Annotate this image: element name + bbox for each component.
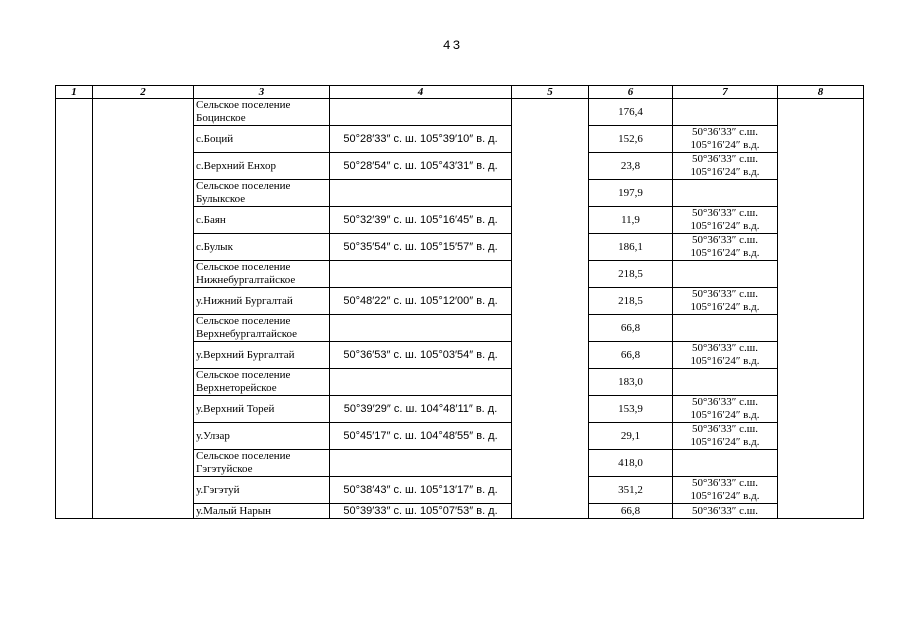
coordinates: 50°28′54″ с. ш. 105°43′31″ в. д. [330,153,512,180]
header-row [56,86,864,99]
reference-coordinates [673,261,778,288]
value-cell: 218,5 [589,288,673,315]
settlement-name: с.Булык [194,234,330,261]
settlement-name: Сельское поселение Булыкское [194,180,330,207]
coordinates: 50°36′53″ с. ш. 105°03′54″ в. д. [330,342,512,369]
reference-coordinates: 50°36′33″ с.ш. [673,504,778,519]
value-cell: 197,9 [589,180,673,207]
coordinates [330,369,512,396]
settlement-name: у.Малый Нарын [194,504,330,519]
settlement-name: с.Верхний Енхор [194,153,330,180]
reference-coordinates [673,99,778,126]
coordinates [330,99,512,126]
reference-coordinates: 50°36′33″ с.ш. 105°16′24″ в.д. [673,153,778,180]
column-8-cell [778,99,864,519]
coordinates: 50°38′43″ с. ш. 105°13′17″ в. д. [330,477,512,504]
reference-coordinates: 50°36′33″ с.ш. 105°16′24″ в.д. [673,288,778,315]
value-cell: 183,0 [589,369,673,396]
value-cell: 66,8 [589,342,673,369]
column-5-cell [512,99,589,519]
reference-coordinates: 50°36′33″ с.ш. 105°16′24″ в.д. [673,477,778,504]
coordinates [330,315,512,342]
value-cell: 176,4 [589,99,673,126]
coordinates: 50°39′29″ с. ш. 104°48′11″ в. д. [330,396,512,423]
settlement-name: Сельское поселение Верхнебургалтайское [194,315,330,342]
reference-coordinates [673,315,778,342]
column-header-4: 4 [330,86,512,99]
coordinates: 50°32′39″ с. ш. 105°16′45″ в. д. [330,207,512,234]
column-header-5: 5 [512,86,589,99]
reference-coordinates [673,450,778,477]
coordinates: 50°39′33″ с. ш. 105°07′53″ в. д. [330,504,512,519]
settlement-name: Сельское поселение Боцинское [194,99,330,126]
value-cell: 418,0 [589,450,673,477]
coordinates [330,450,512,477]
column-header-6: 6 [589,86,673,99]
value-cell: 23,8 [589,153,673,180]
value-cell: 153,9 [589,396,673,423]
reference-coordinates [673,180,778,207]
table-row [56,99,864,126]
settlement-name: у.Гэгэтуй [194,477,330,504]
settlement-name: у.Верхний Торей [194,396,330,423]
coordinates: 50°35′54″ с. ш. 105°15′57″ в. д. [330,234,512,261]
reference-coordinates: 50°36′33″ с.ш. 105°16′24″ в.д. [673,423,778,450]
coordinates [330,261,512,288]
page-number: 43 [442,38,463,53]
value-cell: 218,5 [589,261,673,288]
value-cell: 11,9 [589,207,673,234]
reference-coordinates [673,369,778,396]
settlement-name: Сельское поселение Нижнебургалтайское [194,261,330,288]
reference-coordinates: 50°36′33″ с.ш. 105°16′24″ в.д. [673,396,778,423]
value-cell: 29,1 [589,423,673,450]
column-1-cell [56,99,93,519]
coordinates: 50°28′33″ с. ш. 105°39′10″ в. д. [330,126,512,153]
coordinates: 50°45′17″ с. ш. 104°48′55″ в. д. [330,423,512,450]
value-cell: 186,1 [589,234,673,261]
settlement-name: Сельское поселение Верхнеторейское [194,369,330,396]
column-header-8: 8 [778,86,864,99]
column-2-cell [93,99,194,519]
reference-coordinates: 50°36′33″ с.ш. 105°16′24″ в.д. [673,126,778,153]
column-header-3: 3 [194,86,330,99]
coordinates: 50°48′22″ с. ш. 105°12′00″ в. д. [330,288,512,315]
settlement-name: у.Улзар [194,423,330,450]
column-header-7: 7 [673,86,778,99]
column-header-2: 2 [93,86,194,99]
coordinates [330,180,512,207]
settlement-name: Сельское поселение Гэгэтуйское [194,450,330,477]
reference-coordinates: 50°36′33″ с.ш. 105°16′24″ в.д. [673,234,778,261]
settlement-name: у.Верхний Бургалтай [194,342,330,369]
value-cell: 66,8 [589,504,673,519]
value-cell: 351,2 [589,477,673,504]
settlement-name: с.Баян [194,207,330,234]
value-cell: 66,8 [589,315,673,342]
value-cell: 152,6 [589,126,673,153]
settlement-name: с.Боций [194,126,330,153]
data-table [55,85,864,519]
reference-coordinates: 50°36′33″ с.ш. 105°16′24″ в.д. [673,207,778,234]
reference-coordinates: 50°36′33″ с.ш. 105°16′24″ в.д. [673,342,778,369]
column-header-1: 1 [56,86,93,99]
settlement-name: у.Нижний Бургалтай [194,288,330,315]
